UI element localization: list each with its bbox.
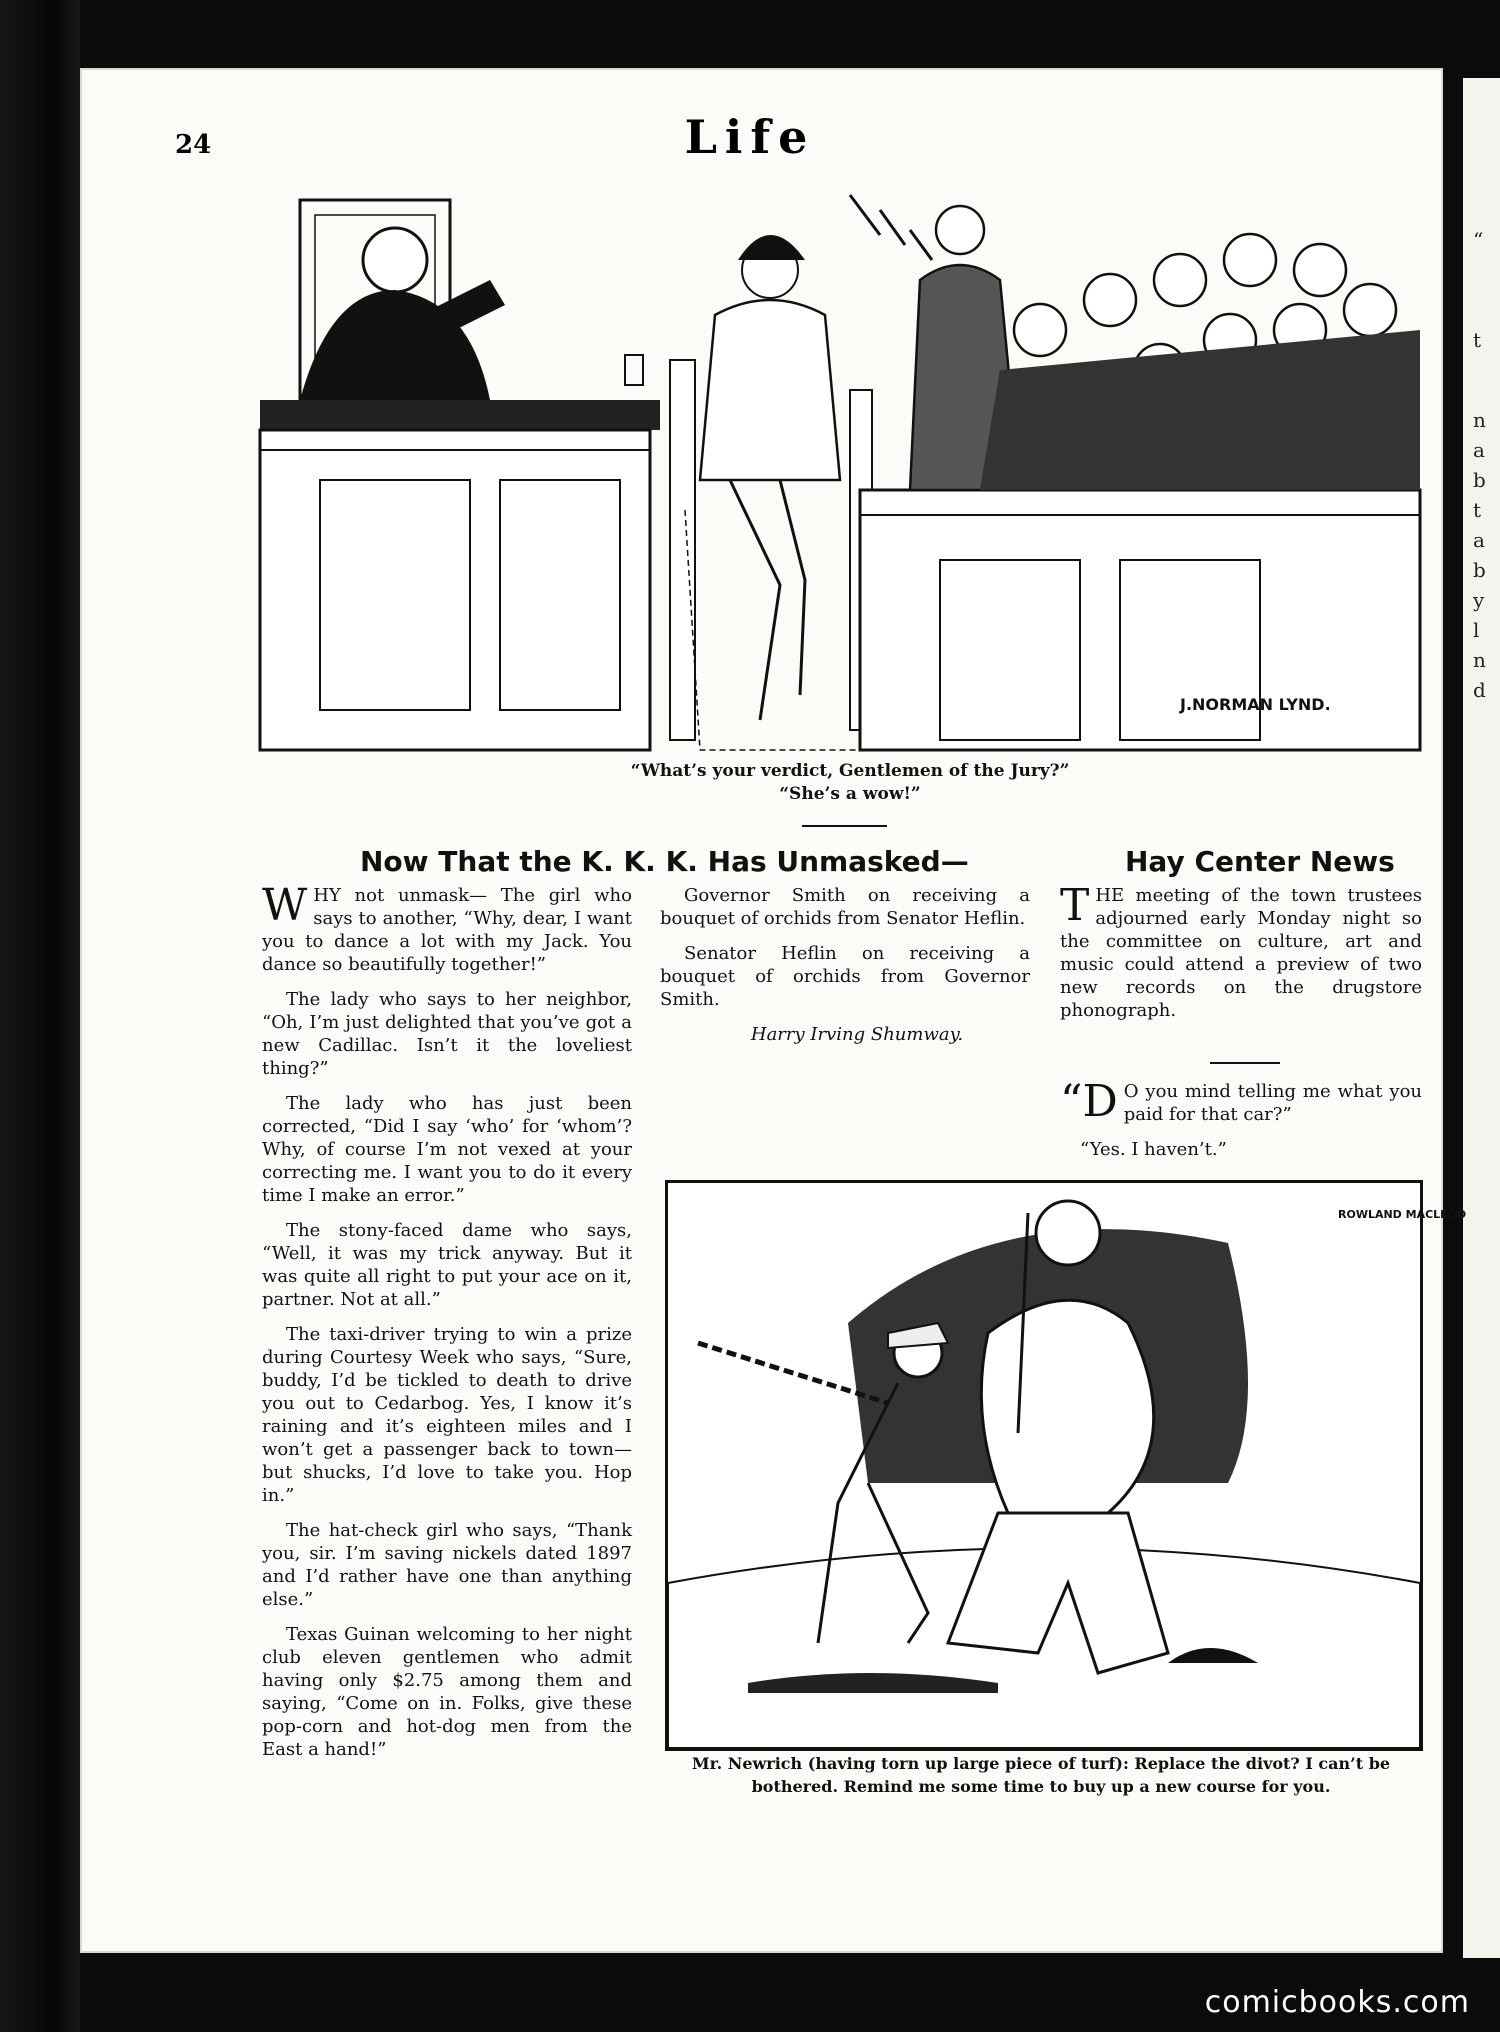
paragraph: The lady who has just been corrected, “Did I say ‘who’ for ‘whom’? Why, of course I’m not vexed at your correcting me. I want you to do it every time I make an error.” (262, 1093, 632, 1206)
page-number: 24 (175, 130, 212, 160)
article-headline: Now That the K. K. K. Has Unmasked— (360, 845, 969, 878)
paragraph: The hat-check girl who says, “Thank you, sir. I’m saving nickels dated 1897 and I’d rather have one than anything else.” (262, 1520, 632, 1610)
bottom-cartoon-caption: Mr. Newrich (having torn up large piece of turf): Replace the divot? I can’t be bothered. Remind me some time to buy up a new course for you. (691, 1754, 1391, 1796)
paragraph: Senator Heflin on receiving a bouquet of orchids from Governor Smith. (660, 943, 1030, 1010)
caption-answer: “She’s a wow!” (779, 784, 921, 804)
paragraph: Governor Smith on receiving a bouquet of orchids from Senator Heflin. (660, 885, 1030, 929)
courtroom-cartoon (260, 190, 1420, 750)
drop-cap: “D (1060, 1076, 1118, 1127)
article-column-1 (262, 880, 632, 1773)
cartoon-signature: J.NORMAN LYND. (1180, 695, 1331, 714)
drop-cap: W (262, 880, 308, 931)
cartoon-signature: ROWLAND MACLEOD (1338, 1208, 1467, 1221)
scan-border-left (0, 0, 80, 2032)
caption-question: “What’s your verdict, Gentlemen of the Jury?” (630, 761, 1070, 781)
paragraph: HE meeting of the town trustees adjourned early Monday night so the committee on culture, art and music could attend a preview of two new records on the drugstore phonograph. (1060, 885, 1422, 1021)
divider-rule (1210, 1062, 1280, 1064)
masthead: Life (684, 110, 816, 164)
article-column-2 (660, 884, 1030, 1058)
joke-question: O you mind telling me what you paid for that car?” (1123, 1081, 1422, 1125)
paragraph: The lady who says to her neighbor, “Oh, I’m just delighted that you’ve got a new Cadillac. Isn’t it the loveliest thing?” (262, 989, 632, 1079)
paragraph: HY not unmask— The girl who says to another, “Why, dear, I want you to dance a lot with my Jack. You dance so beautifully together!” (262, 885, 632, 975)
divider-rule (802, 825, 887, 827)
paragraph: The stony-faced dame who says, “Well, it was my trick anyway. But it was quite all right to put your ace on it, partner. Not at all.” (262, 1220, 632, 1310)
adjacent-page-edge: “ t n a b t a b y l n d (1463, 78, 1500, 1958)
author-byline: Harry Irving Shumway. (750, 1024, 964, 1045)
paragraph: Texas Guinan welcoming to her night club eleven gentlemen who admit having only $2.75 among them and saying, “Come on in. Folks, give these pop-corn and hot-dog men from the East a hand!” (262, 1624, 632, 1760)
joke-answer: “Yes. I haven’t.” (1080, 1139, 1227, 1160)
top-cartoon-caption (500, 760, 1200, 806)
article-headline-hay-center: Hay Center News (1125, 845, 1395, 878)
golf-cartoon (665, 1180, 1467, 1751)
paragraph: The taxi-driver trying to win a prize during Courtesy Week who says, “Sure, buddy, I’d be tickled to death to drive you out to Cedarbog. Yes, I know it’s raining and it’s eighteen miles and I won’t get a passenger back to town—but shucks, I’d love to take you. Hop in.” (262, 1324, 632, 1506)
article-column-3 (1060, 880, 1422, 1034)
joke-block (1060, 1076, 1422, 1173)
site-watermark: comicbooks.com (1204, 1985, 1470, 2020)
drop-cap: T (1060, 880, 1090, 931)
